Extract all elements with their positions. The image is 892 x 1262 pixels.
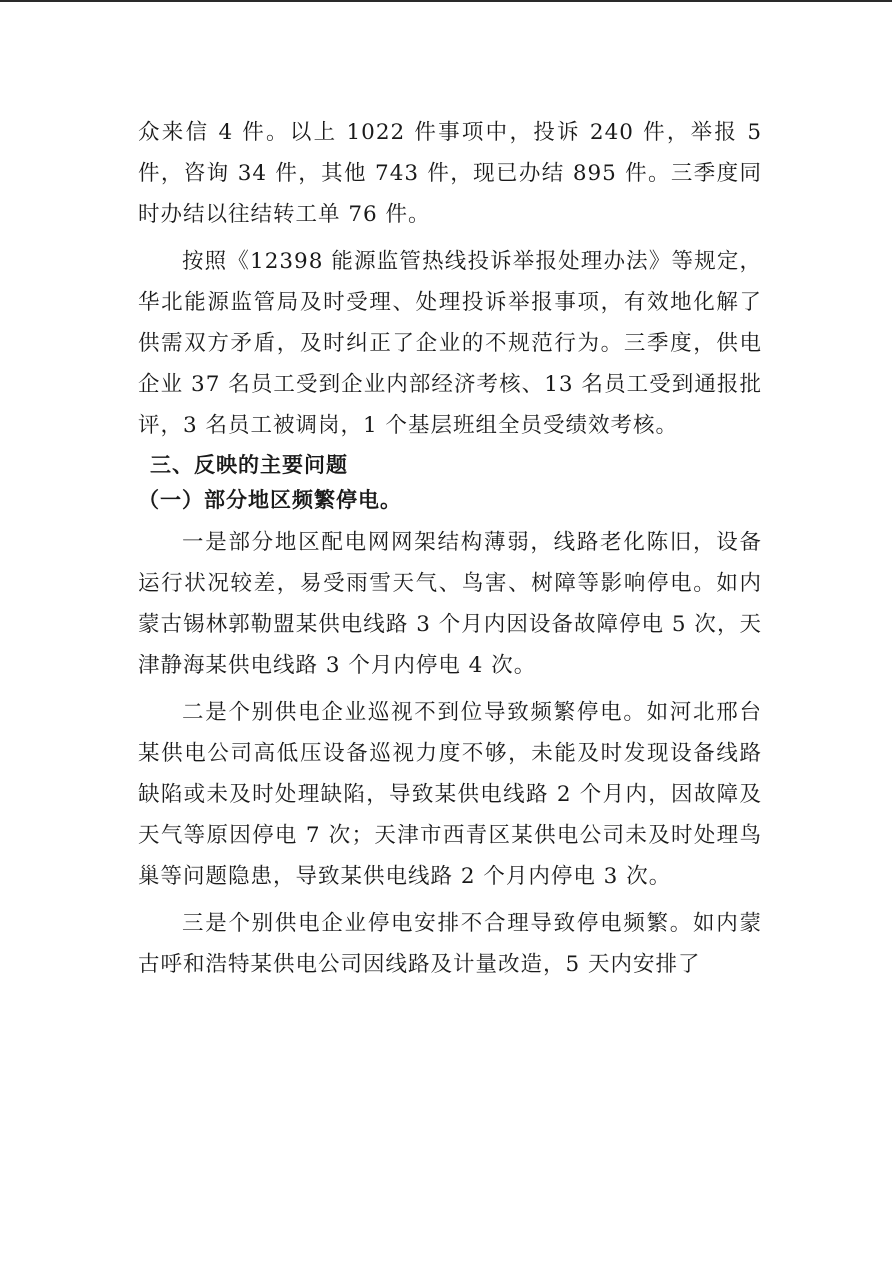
page-top-border: [0, 0, 892, 2]
paragraph-handling-results: 按照《12398 能源监管热线投诉举报处理办法》等规定，华北能源监管局及时受理、处理投诉举报事项，有效地化解了供需双方矛盾，及时纠正了企业的不规范行为。三季度，供电企业 37 名员工受到企业内部经济考核、13 名员工受到通报批评，3 名员工被调岗，1 个基层班组全员受绩效考核。: [138, 249, 762, 438]
paragraph-point-three: 三是个别供电企业停电安排不合理导致停电频繁。如内蒙古呼和浩特某供电公司因线路及计量改造，5 天内安排了: [138, 911, 762, 977]
paragraph-point-two: 二是个别供电企业巡视不到位导致频繁停电。如河北邢台某供电公司高低压设备巡视力度不够，未能及时发现设备线路缺陷或未及时处理缺陷，导致某供电线路 2 个月内，因故障及天气等原因停电 7 次；天津市西青区某供电公司未及时处理鸟巢等问题隐患，导致某供电线路 2 个月内停电 3 次。: [138, 700, 762, 889]
paragraph-point-one: 一是部分地区配电网网架结构薄弱，线路老化陈旧，设备运行状况较差，易受雨雪天气、鸟害、树障等影响停电。如内蒙古锡林郭勒盟某供电线路 3 个月内因设备故障停电 5 次，天津静海某供电线路 3 个月内停电 4 次。: [138, 530, 762, 678]
paragraph-complaint-statistics: 众来信 4 件。以上 1022 件事项中，投诉 240 件，举报 5 件，咨询 34 件，其他 743 件，现已办结 895 件。三季度同时办结以往结转工单 76 件。: [138, 120, 762, 227]
subsection-heading-frequent-outages: （一）部分地区频繁停电。: [138, 488, 402, 512]
section-heading-main-problems: 三、反映的主要问题: [150, 453, 348, 477]
document-body: [138, 112, 762, 985]
